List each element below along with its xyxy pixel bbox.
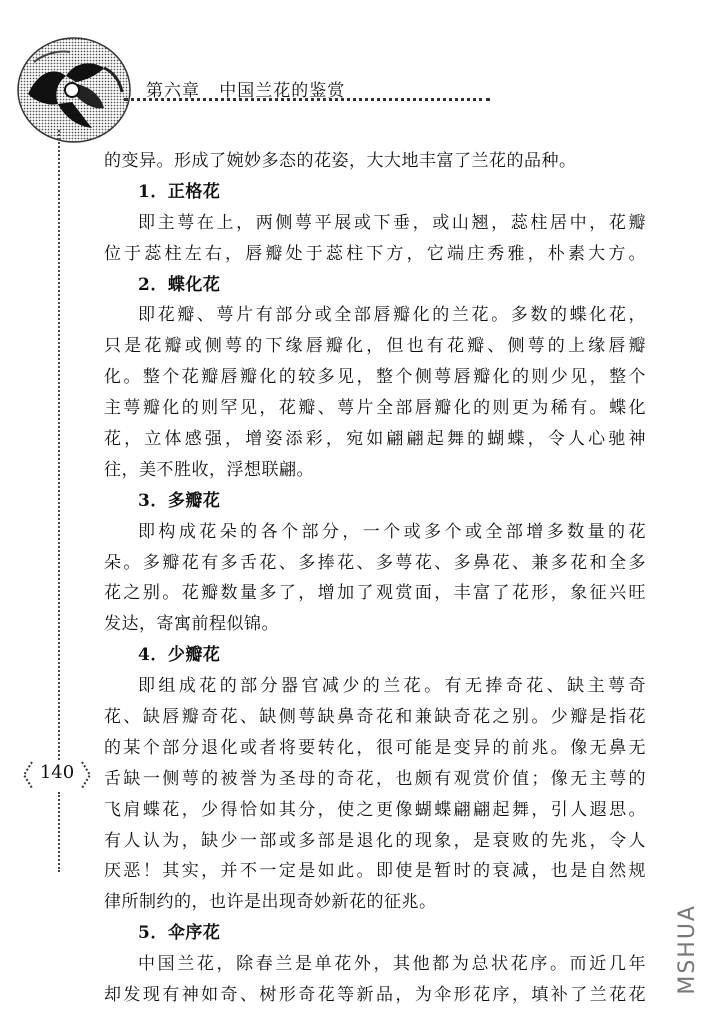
text-line: 朵。多瓣花有多舌花、多捧花、多萼花、多鼻花、兼多花和全多 xyxy=(104,552,646,573)
text-line: 花、缺唇瓣奇花、缺侧萼缺鼻奇花和兼缺奇花之别。少瓣是指花 xyxy=(104,707,646,728)
text-line: 即花瓣、萼片有部分或全部唇瓣化的兰花。多数的蝶化花， xyxy=(138,305,646,326)
text-line: 即组成花的部分器官减少的兰花。有无捧奇花、缺主萼奇 xyxy=(138,676,646,697)
text-line: 化。整个花瓣唇瓣化的较多见，整个侧萼唇瓣化的则少见，整个 xyxy=(104,367,646,388)
orchid-emblem-icon xyxy=(14,32,132,144)
section-heading: 2．蝶化花 xyxy=(138,274,221,295)
text-line: 即主萼在上，两侧萼平展或下垂，或山翘，蕊柱居中，花瓣 xyxy=(138,212,646,233)
text-line: 即构成花朵的各个部分，一个或多个或全部增多数量的花 xyxy=(138,521,646,542)
text-line: 飞肩蝶花，少得恰如其分，使之更像蝴蝶翩翩起舞，引人遐思。 xyxy=(104,799,646,820)
body-text xyxy=(104,146,646,1011)
page-number-badge xyxy=(22,758,92,792)
watermark: MSHUA xyxy=(675,904,700,995)
text-line: 律所制约的，也许是出现奇妙新花的征兆。 xyxy=(104,892,437,913)
margin-divider xyxy=(58,130,60,760)
text-line: 舌缺一侧萼的被誉为圣母的奇花，也颇有观赏价值；像无主萼的 xyxy=(104,768,646,789)
text-line: 厌恶！其实，并不一定是如此。即使是暂时的衰减，也是自然规 xyxy=(104,861,646,882)
page-number: 140 xyxy=(39,762,75,783)
section-heading: 4．少瓣花 xyxy=(138,645,221,666)
header-divider xyxy=(124,98,490,101)
chapter-title: 第六章 中国兰花的鉴赏 xyxy=(146,81,346,101)
section-heading: 3．多瓣花 xyxy=(138,490,221,511)
section-heading: 1．正格花 xyxy=(138,181,221,202)
text-line: 却发现有神如奇、树形奇花等新品，为伞形花序，填补了兰花花 xyxy=(104,985,646,1006)
text-line: 主萼瓣化的则罕见，花瓣、萼片全部唇瓣化的则更为稀有。蝶化 xyxy=(104,398,646,419)
text-line: 花之别。花瓣数量多了，增加了观赏面，丰富了花形，象征兴旺 xyxy=(104,583,646,604)
text-line: 中国兰花，除春兰是单花外，其他都为总状花序。而近几年 xyxy=(138,954,646,975)
text-line: 往，美不胜收，浮想联翩。 xyxy=(104,459,314,480)
section-heading: 5．伞序花 xyxy=(138,923,221,944)
margin-divider-lower xyxy=(58,792,60,872)
text-line: 有人认为，缺少一部或多部是退化的现象，是衰败的先兆，令人 xyxy=(104,830,646,851)
text-line: 发达，寄寓前程似锦。 xyxy=(104,614,279,635)
text-line: 的变异。形成了婉妙多态的花姿，大大地丰富了兰花的品种。 xyxy=(104,151,577,171)
text-line: 的某个部分退化或者将要转化，很可能是变异的前兆。像无鼻无 xyxy=(104,737,646,758)
text-line: 只是花瓣或侧萼的下缘唇瓣化，但也有花瓣、侧萼的上缘唇瓣 xyxy=(104,336,646,357)
text-line: 花，立体感强，增姿添彩，宛如翩翩起舞的蝴蝶，令人心驰神 xyxy=(104,429,646,450)
text-line: 位于蕊柱左右，唇瓣处于蕊柱下方，它端庄秀雅，朴素大方。 xyxy=(104,243,646,264)
